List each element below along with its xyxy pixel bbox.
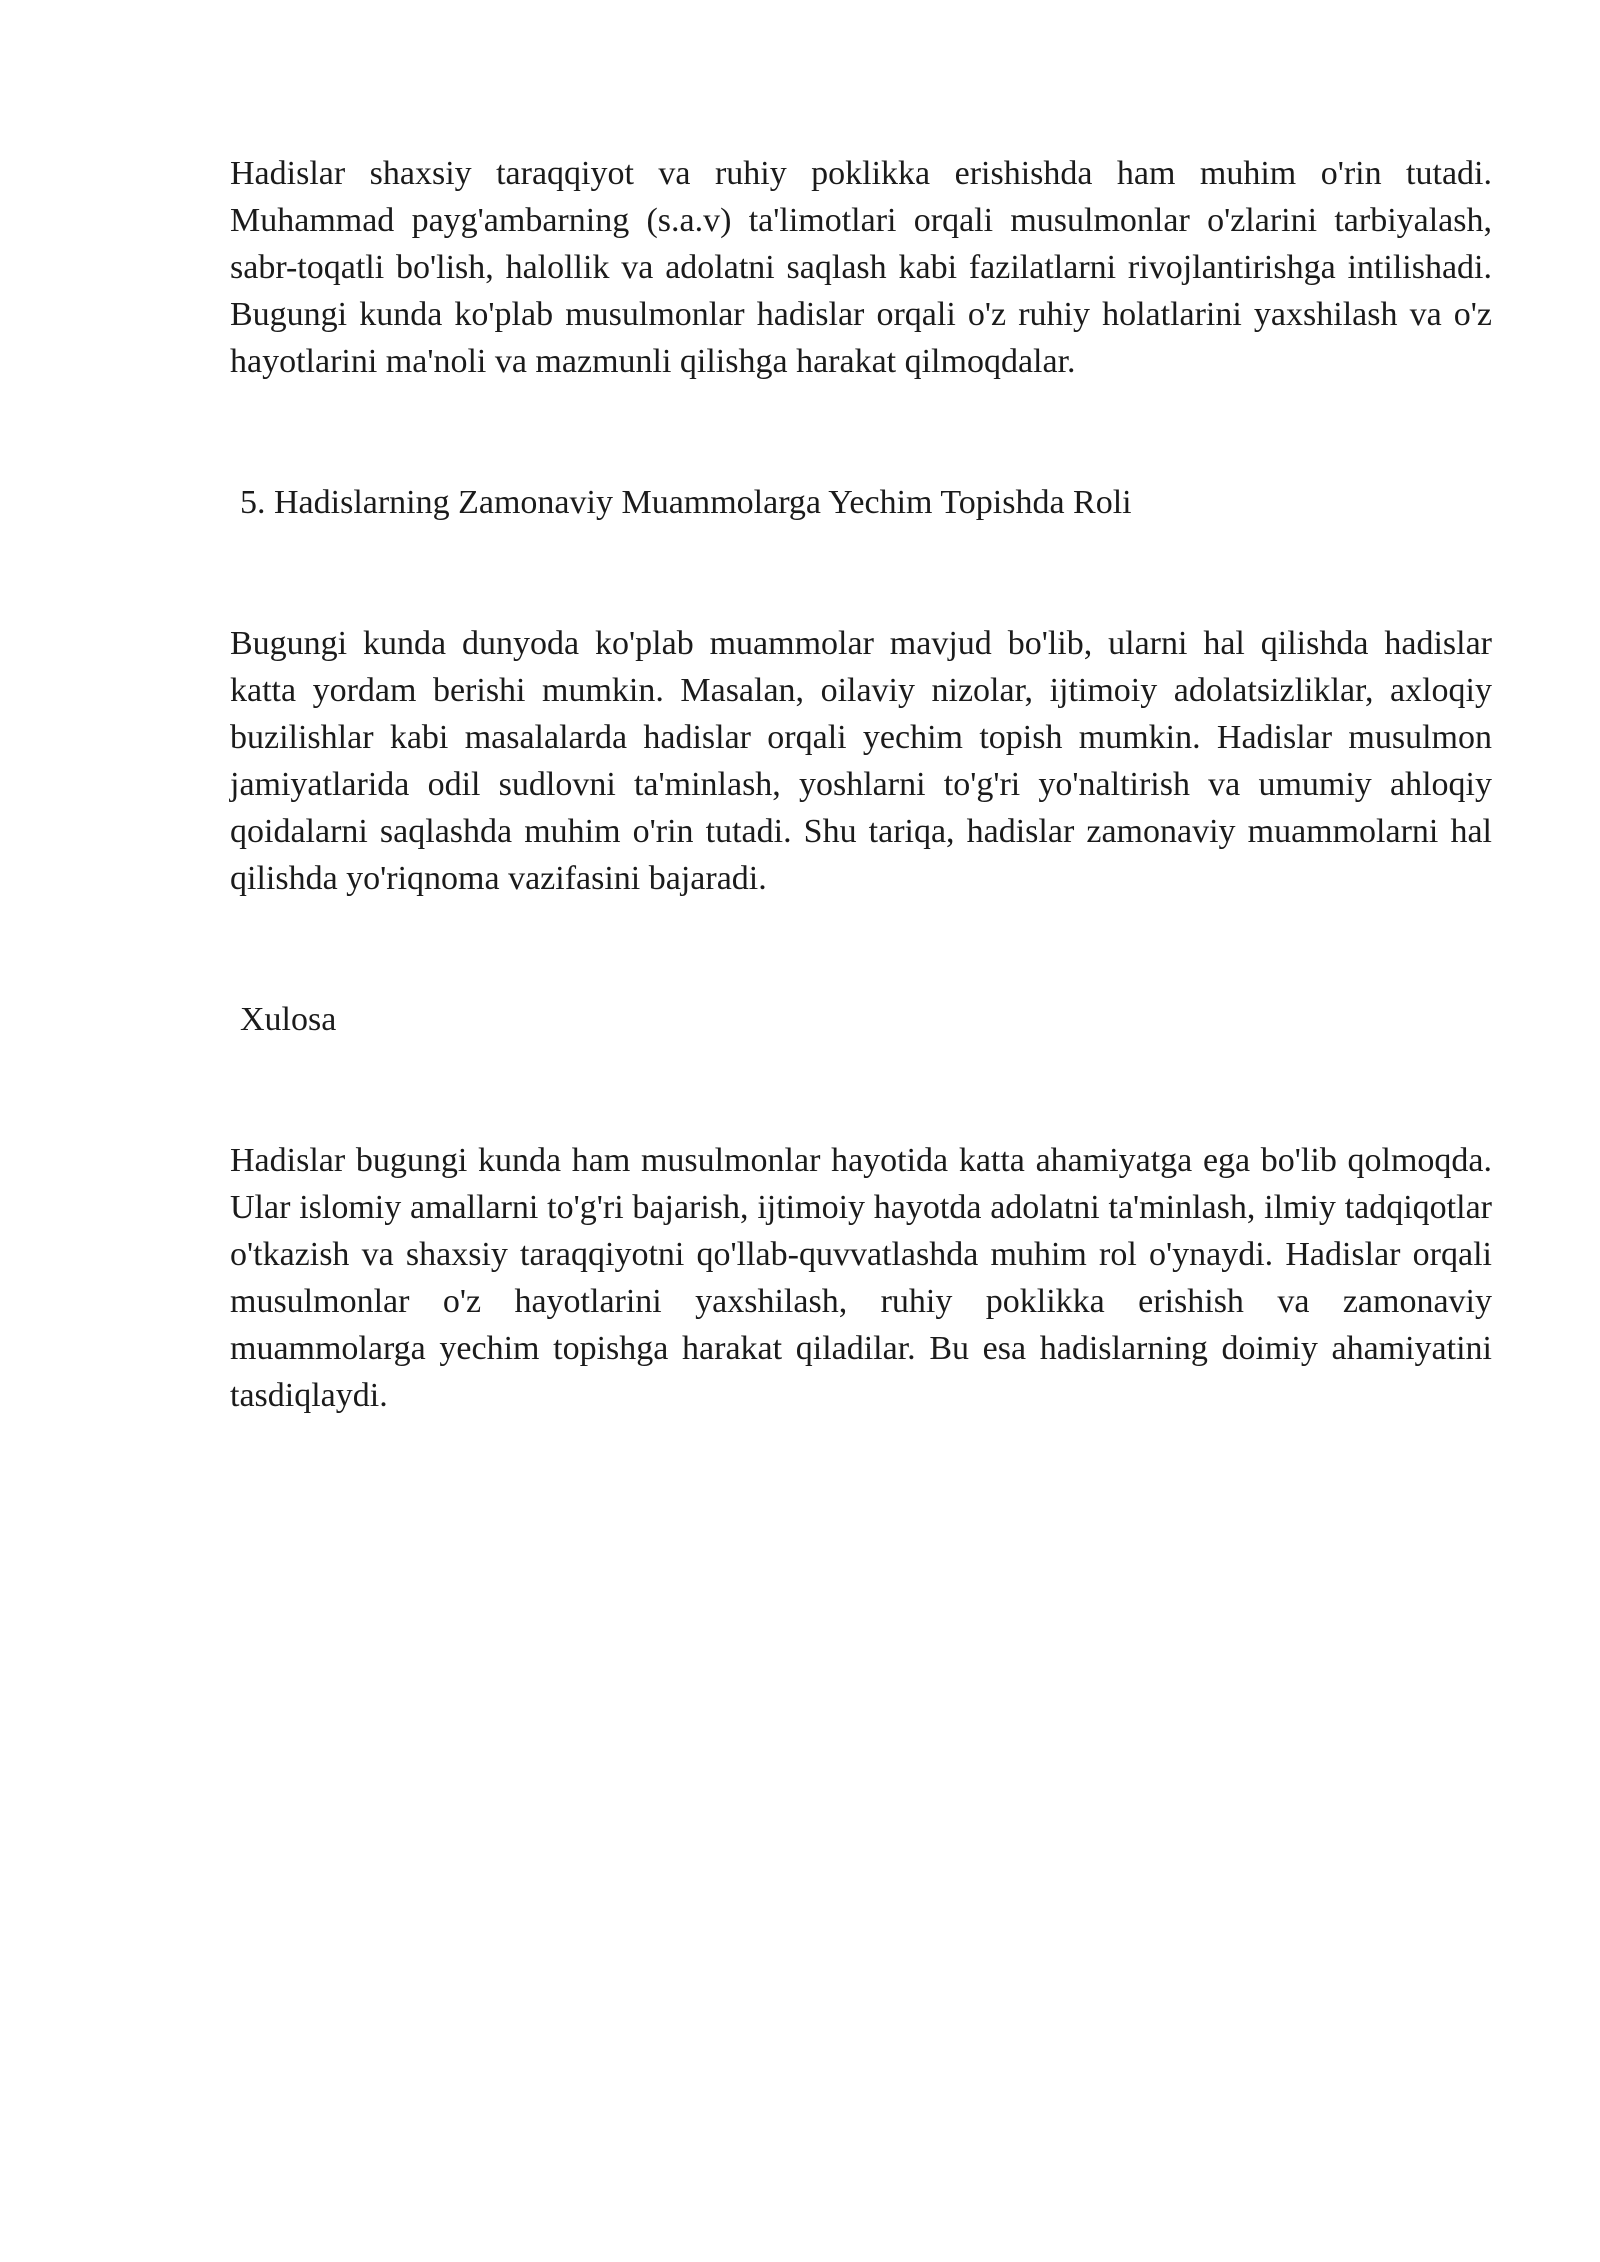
document-body: [230, 150, 1492, 1419]
paragraph-modern-problems: Bugungi kunda dunyoda ko'plab muammolar mavjud bo'lib, ularni hal qilishda hadislar katta yordam berishi mumkin. Masalan, oilaviy nizolar, ijtimoiy adolatsizliklar, axloqiy buzilishlar kabi masalalarda hadislar orqali yechim topish mumkin. Hadislar musulmon jamiyatlarida odil sudlovni ta'minlash, yoshlarni to'g'ri yo'naltirish va umumiy ahloqiy qoidalarni saqlashda muhim o'rin tutadi. Shu tariqa, hadislar zamonaviy muammolarni hal qilishda yo'riqnoma vazifasini bajaradi.: [230, 625, 1492, 897]
paragraph-personal-development: Hadislar shaxsiy taraqqiyot va ruhiy poklikka erishishda ham muhim o'rin tutadi. Muhammad payg'ambarning (s.a.v) ta'limotlari orqali musulmonlar o'zlarini tarbiyalash, sabr-toqatli bo'lish, halollik va adolatni saqlash kabi fazilatlarni rivojlantirishga intilishadi. Bugungi kunda ko'plab musulmonlar hadislar orqali o'z ruhiy holatlarini yaxshilash va o'z hayotlarini ma'noli va mazmunli qilishga harakat qilmoqdalar.: [230, 155, 1492, 380]
section-heading-conclusion: Xulosa: [240, 1001, 337, 1038]
paragraph-conclusion: Hadislar bugungi kunda ham musulmonlar hayotida katta ahamiyatga ega bo'lib qolmoqda. Ular islomiy amallarni to'g'ri bajarish, ijtimoiy hayotda adolatni ta'minlash, ilmiy tadqiqotlar o'tkazish va shaxsiy taraqqiyotni qo'llab-quvvatlashda muhim rol o'ynaydi. Hadislar orqali musulmonlar o'z hayotlarini yaxshilash, ruhiy poklikka erishish va zamonaviy muammolarga yechim topishga harakat qiladilar. Bu esa hadislarning doimiy ahamiyatini tasdiqlaydi.: [230, 1142, 1492, 1414]
section-heading-modern-problems: 5. Hadislarning Zamonaviy Muammolarga Yechim Topishda Roli: [240, 484, 1132, 521]
